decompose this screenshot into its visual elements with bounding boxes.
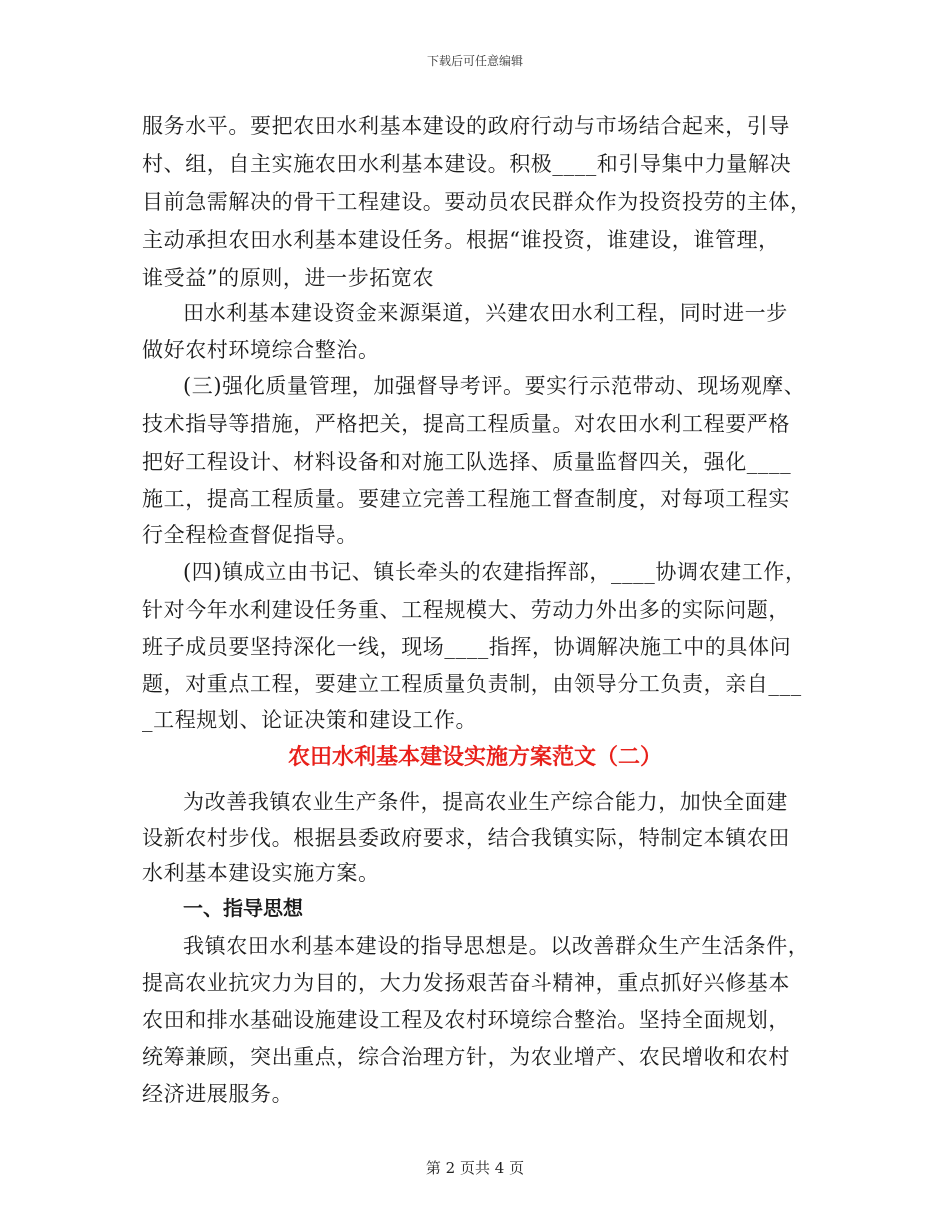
text-line: 把好工程设计、材料设备和对施工队选择、质量监督四关，强化____ (142, 450, 792, 474)
page-header: 下载后可任意编辑 (426, 54, 523, 68)
text-line: 技术指导等措施，严格把关，提高工程质量。对农田水利工程要严格 (142, 412, 790, 436)
text-line: 设新农村步伐。根据县委政府要求，结合我镇实际，特制定本镇农田 (142, 826, 790, 850)
text-line: 班子成员要坚持深化一线，现场____指挥，协调解决施工中的具体问 (142, 635, 792, 659)
text-line: (四)镇成立由书记、镇长牵头的农建指挥部，____协调农建工作， (183, 560, 807, 584)
section-heading: 一、指导思想 (183, 896, 303, 920)
text-line: 水利基本建设实施方案。 (142, 861, 380, 885)
text-line: 为改善我镇农业生产条件，提高农业生产综合能力，加快全面建 (183, 790, 788, 814)
text-line: 服务水平。要把农田水利基本建设的政府行动与市场结合起来，引导 (142, 114, 790, 138)
text-line: 施工，提高工程质量。要建立完善工程施工督查制度，对每项工程实 (142, 487, 790, 511)
text-line: (三)强化质量管理，加强督导考评。要实行示范带动、现场观摩、 (183, 374, 806, 398)
text-line: 题，对重点工程，要建立工程质量负责制，由领导分工负责，亲自___ (142, 672, 802, 696)
page-footer: 第 2 页共 4 页 (425, 1159, 525, 1177)
text-line: 做好农村环境综合整治。 (142, 338, 380, 362)
text-line: 经济进展服务。 (142, 1082, 294, 1106)
text-line: 田水利基本建设资金来源渠道，兴建农田水利工程，同时进一步 (183, 301, 788, 325)
text-line: 目前急需解决的骨干工程建设。要动员农民群众作为投资投劳的主体， (142, 190, 812, 214)
text-line: 农田和排水基础设施建设工程及农村环境综合整治。坚持全面规划， (142, 1008, 790, 1032)
text-line: 谁受益”的原则，进一步拓宽农 (142, 266, 435, 290)
section-title: 农田水利基本建设实施方案范文（二） (287, 745, 662, 770)
text-line: 针对今年水利建设任务重、工程规模大、劳动力外出多的实际问题， (142, 598, 790, 622)
text-line: 提高农业抗灾力为目的，大力发扬艰苦奋斗精神，重点抓好兴修基本 (142, 971, 790, 995)
text-line: 村、组，自主实施农田水利基本建设。积极____和引导集中力量解决 (142, 152, 792, 176)
text-line: 统筹兼顾，突出重点，综合治理方针，为农业增产、农民增收和农村 (142, 1045, 790, 1069)
text-line: 我镇农田水利基本建设的指导思想是。以改善群众生产生活条件， (183, 934, 810, 958)
text-line: 行全程检查督促指导。 (142, 523, 358, 547)
text-line: 主动承担农田水利基本建设任务。根据“谁投资，谁建设，谁管理， (142, 228, 780, 252)
text-line: _工程规划、论证决策和建设工作。 (142, 708, 478, 732)
